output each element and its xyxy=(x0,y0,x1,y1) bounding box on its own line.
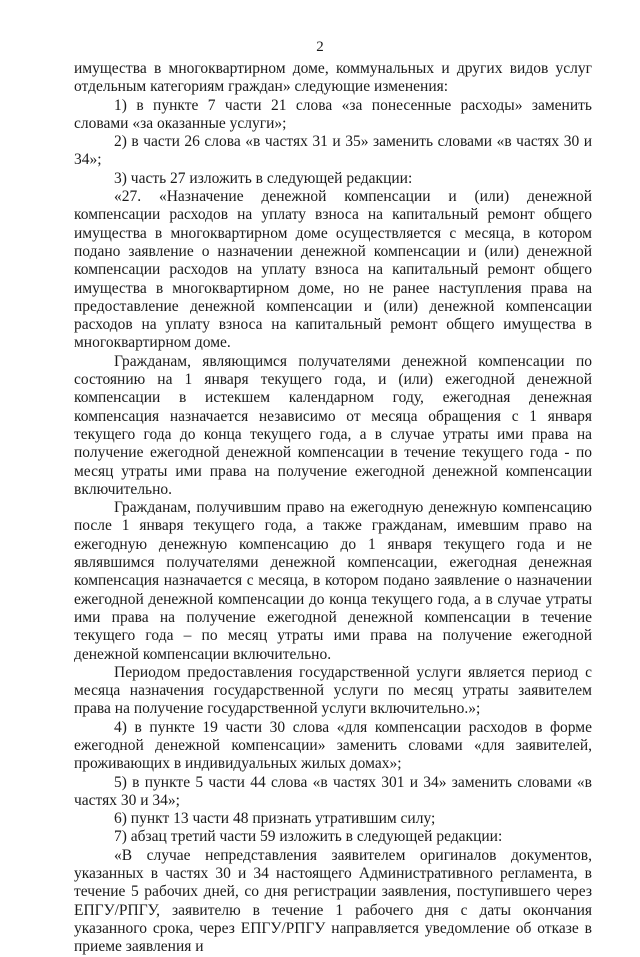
paragraph-service-period: Периодом предоставления государственной услуги является период с месяца назначения государственной услуги по месяц утраты заявителем права на получение государственной услуги включительно.»; xyxy=(74,663,592,718)
paragraph-item-5: 5) в пункте 5 части 44 слова «в частях 301 и 34» заменить словами «в частях 30 и 34»; xyxy=(74,773,592,809)
page-number: 2 xyxy=(316,39,324,55)
paragraph-new-recipients: Гражданам, получившим право на ежегодную денежную компенсацию после 1 января текущего года, а также гражданам, имевшим право на ежегодную денежную компенсацию до 1 января текущего года и не являвшимся получателями денежной компенсации, ежегодная денежная компенсация назначается с месяца, в котором подано заявление о назначении ежегодной денежной компенсации до конца текущего года, а в случае утраты ими права на получение ежегодной денежной компенсации в течение текущего года – по месяц утраты ими права на получение ежегодной денежной компенсации включительно. xyxy=(74,499,592,663)
paragraph-recipients-jan1: Гражданам, являющимся получателями денежной компенсации по состоянию на 1 января текущего года, и (или) ежегодной денежной компенсации в истекшем календарном году, ежегодная денежная компенсация назначается независимо от месяца обращения с 1 января текущего года до конца текущего года, а в случае утраты ими права на получение ежегодной денежной компенсации в течение текущего года - по месяц утраты ими права на получение ежегодной денежной компенсации включительно. xyxy=(74,352,592,498)
paragraph-item-4: 4) в пункте 19 части 30 слова «для компенсации расходов в форме ежегодной денежной компенсации» заменить словами «для заявителей, проживающих в индивидуальных жилых домах»; xyxy=(74,718,592,773)
paragraph-item-1: 1) в пункте 7 части 21 слова «за понесенные расходы» заменить словами «за оказанные услуги»; xyxy=(74,96,592,132)
paragraph-continuation: имущества в многоквартирном доме, коммунальных и других видов услуг отдельным категориям граждан» следующие изменения: xyxy=(74,60,592,96)
paragraph-part-27: «27. «Назначение денежной компенсации и (или) денежной компенсации расходов на уплату взноса на капитальный ремонт общего имущества в многоквартирном доме осуществляется с месяца, в котором подано заявление о назначении денежной компенсации и (или) денежной компенсации расходов на уплату взноса на капитальный ремонт общего имущества в многоквартирном доме, но не ранее наступления права на предоставление денежной компенсации и (или) денежной компенсации расходов на уплату взноса на капитальный ремонт общего имущества в многоквартирном доме. xyxy=(74,188,592,352)
paragraph-item-7: 7) абзац третий части 59 изложить в следующей редакции: xyxy=(114,828,503,846)
paragraph-part-59-text: «В случае непредставления заявителем оригиналов документов, указанных в частях 30 и 34 настоящего Административного регламента, в течение 5 рабочих дней, со дня регистрации заявления, поступившего через ЕПГУ/РПГУ, заявителю в течение 1 рабочего дня с даты окончания указанного срока, через ЕПГУ/РПГУ направляется уведомление об отказе в приеме заявления и xyxy=(74,846,592,956)
paragraph-item-3: 3) часть 27 изложить в следующей редакции: xyxy=(114,169,413,187)
document-body xyxy=(74,60,592,957)
paragraph-item-6: 6) пункт 13 части 48 признать утратившим силу; xyxy=(114,810,436,828)
paragraph-item-2: 2) в части 26 слова «в частях 31 и 35» заменить словами «в частях 30 и 34»; xyxy=(74,133,592,169)
